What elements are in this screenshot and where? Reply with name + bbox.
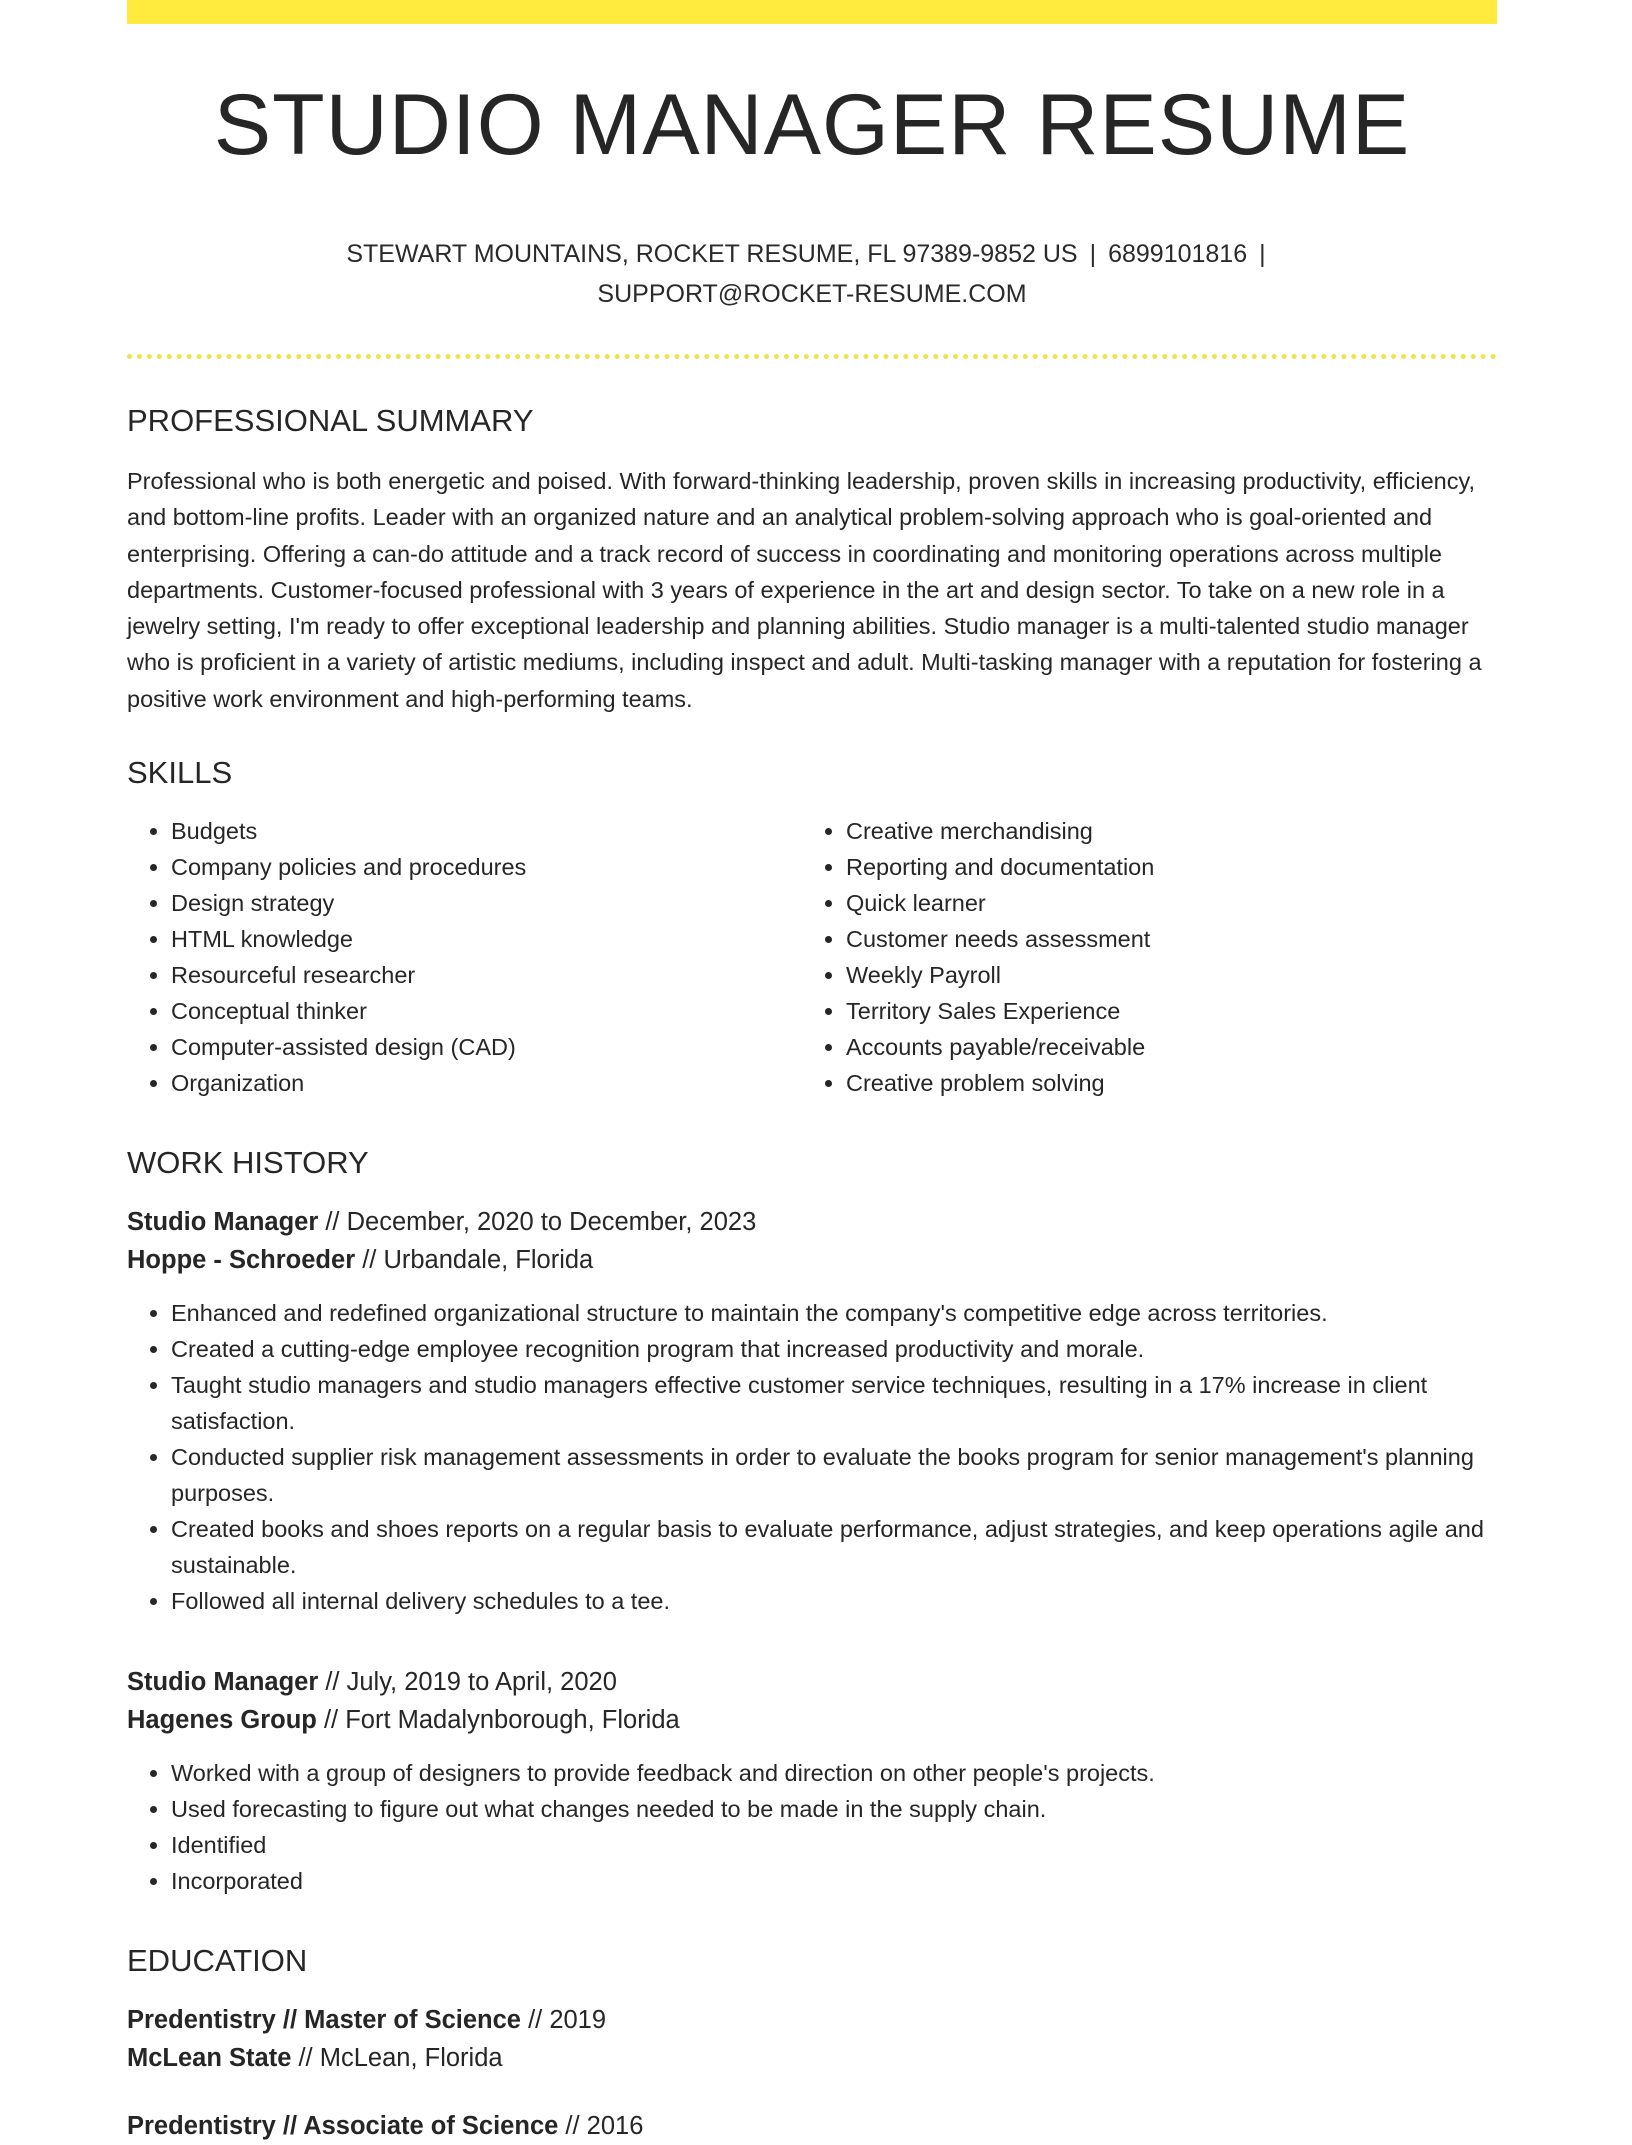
skill-item: • Quick learner: [846, 885, 1477, 921]
job-bullet: • Incorporated: [171, 1863, 1497, 1899]
job-company: Hoppe - Schroeder: [127, 1246, 356, 1275]
education-year: // 2016: [558, 2112, 644, 2141]
job-bullet: • Identified: [171, 1827, 1497, 1863]
job-location: // Fort Madalynborough, Florida: [316, 1706, 680, 1735]
skill-item: • Conceptual thinker: [171, 993, 802, 1029]
resume-title: STUDIO MANAGER RESUME: [213, 77, 1411, 173]
education-location: // McLean, Florida: [291, 2044, 503, 2073]
job-title-line: [127, 1663, 1497, 1701]
education-degree-line: [127, 2107, 1497, 2145]
education-year: // 2019: [520, 2006, 607, 2035]
job-role: Studio Manager: [127, 1208, 319, 1237]
skill-item: • Weekly Payroll: [846, 957, 1477, 993]
job-bullet: • Enhanced and redefined organizational structure to maintain the company's competitive edge across territories.: [171, 1295, 1497, 1331]
education-entry: [127, 2001, 1497, 2077]
summary-text: Professional who is both energetic and poised. With forward-thinking leadership, proven skills in increasing productivity, efficiency, and bottom-line profits. Leader with an organized nature and an analytical problem-solving approach who is goal-oriented and enterprising. Offering a can-do attitude and a track record of success in coordinating and monitoring operations across multiple departments. Customer-focused professional with 3 years of experience in the art and design sector. To take on a new role in a jewelry setting, I'm ready to offer exceptional leadership and planning abilities. Studio manager is a multi-talented studio manager who is proficient in a variety of artistic mediums, including inspect and adult. Multi-tasking manager with a reputation for fostering a positive work environment and high-performing teams.: [127, 468, 1482, 712]
contact-info: [127, 234, 1497, 314]
contact-phone: 6899101816: [1108, 240, 1248, 268]
education-degree: Predentistry // Associate of Science: [127, 2112, 559, 2141]
job-entry: [127, 1203, 1497, 1619]
job-company-line: [127, 1241, 1497, 1279]
job-bullets: [127, 1755, 1497, 1899]
job-bullets: [127, 1295, 1497, 1619]
job-bullet: • Created books and shoes reports on a regular basis to evaluate performance, adjust strategies, and keep operations agile and sustainable.: [171, 1511, 1497, 1583]
skill-item: • Accounts payable/receivable: [846, 1029, 1477, 1065]
job-dates: // July, 2019 to April, 2020: [318, 1668, 617, 1697]
skills-right-list: [802, 813, 1477, 1101]
summary-section: [127, 401, 1497, 717]
education-school-line: [127, 2039, 1497, 2077]
job-bullet: • Used forecasting to figure out what changes needed to be made in the supply chain.: [171, 1791, 1497, 1827]
job-location: // Urbandale, Florida: [355, 1246, 594, 1275]
skill-item: • HTML knowledge: [171, 921, 802, 957]
skill-item: • Company policies and procedures: [171, 849, 802, 885]
job-bullet: • Created a cutting-edge employee recognition program that increased productivity and morale.: [171, 1331, 1497, 1367]
skill-item: • Territory Sales Experience: [846, 993, 1477, 1029]
skills-left-list: [127, 813, 802, 1101]
education-section: [127, 1941, 1497, 2145]
skill-item: • Reporting and documentation: [846, 849, 1477, 885]
job-title-line: [127, 1203, 1497, 1241]
job-role: Studio Manager: [127, 1668, 319, 1697]
skills-heading: SKILLS: [127, 755, 233, 791]
education-entry: [127, 2107, 1497, 2145]
skill-item: • Budgets: [171, 813, 802, 849]
resume-page: [127, 0, 1497, 2145]
job-bullet: • Conducted supplier risk management assessments in order to evaluate the books program for senior management's planning purposes.: [171, 1439, 1497, 1511]
skill-item: • Organization: [171, 1065, 802, 1101]
skill-item: • Computer-assisted design (CAD): [171, 1029, 802, 1065]
skills-columns: [127, 813, 1497, 1101]
work-history-heading: WORK HISTORY: [127, 1145, 369, 1181]
job-bullet: • Taught studio managers and studio managers effective customer service techniques, resulting in a 17% increase in client satisfaction.: [171, 1367, 1497, 1439]
skill-item: • Resourceful researcher: [171, 957, 802, 993]
job-company: Hagenes Group: [127, 1706, 317, 1735]
skill-item: • Design strategy: [171, 885, 802, 921]
summary-heading: PROFESSIONAL SUMMARY: [127, 403, 534, 438]
education-school: McLean State: [127, 2044, 292, 2073]
education-heading: EDUCATION: [127, 1943, 308, 1979]
header-divider: [127, 354, 1497, 359]
contact-separator: |: [1259, 240, 1266, 268]
job-dates: // December, 2020 to December, 2023: [318, 1208, 757, 1237]
job-company-line: [127, 1701, 1497, 1739]
education-degree: Predentistry // Master of Science: [127, 2006, 521, 2035]
contact-address: STEWART MOUNTAINS, ROCKET RESUME, FL 97389-9852 US: [346, 240, 1078, 268]
accent-bar: [127, 0, 1497, 24]
skills-section: [127, 753, 1497, 1101]
skill-item: • Customer needs assessment: [846, 921, 1477, 957]
job-bullet: • Worked with a group of designers to provide feedback and direction on other people's projects.: [171, 1755, 1497, 1791]
work-history-section: [127, 1143, 1497, 1899]
contact-email[interactable]: SUPPORT@ROCKET-RESUME.COM: [597, 280, 1027, 308]
education-degree-line: [127, 2001, 1497, 2039]
contact-separator: |: [1089, 240, 1097, 268]
job-entry: [127, 1663, 1497, 1899]
skill-item: • Creative merchandising: [846, 813, 1477, 849]
job-bullet: • Followed all internal delivery schedules to a tee.: [171, 1583, 1497, 1619]
skill-item: • Creative problem solving: [846, 1065, 1477, 1101]
